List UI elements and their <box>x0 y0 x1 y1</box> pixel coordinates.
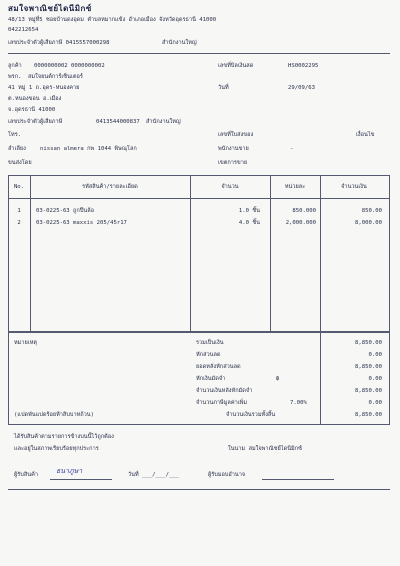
summary-value-after-discount: 8,850.00 <box>355 364 382 370</box>
row-1-amount: 850.00 <box>361 208 382 214</box>
on-behalf-of: ในนาม สมใจพาณิชย์ไดนีมิกซ์ <box>228 446 302 452</box>
customer-tax-id: 0413544000837 <box>96 119 140 125</box>
customer-code: 0000000002 0000000002 <box>34 63 105 69</box>
summary-label-discount: หักส่วนลด <box>196 352 221 358</box>
vehicle-label: ลำเลียง <box>8 146 26 152</box>
note-label: หมายเหตุ <box>14 340 38 346</box>
receive-date: ___/___/___ <box>142 472 180 478</box>
customer-branch: สำนักงานใหญ่ <box>146 119 181 125</box>
sent-no-label: เลขที่ใบส่งของ <box>218 132 254 138</box>
customer-address-1: 41 หมู่ 1 ถ.อุดร-หนองคาย <box>8 85 80 91</box>
col-no: No. <box>13 184 25 190</box>
vehicle: nissan almera กพ 1044 พิษณุโลก <box>40 146 137 152</box>
customer-tax-label: เลขประจำตัวผู้เสียภาษี <box>8 119 63 125</box>
customer-attn-label: พรก. <box>8 74 22 80</box>
doc-no: HS0002295 <box>288 63 319 69</box>
row-2-desc: 03-0225-63 maxxis 205/45r17 <box>36 220 127 226</box>
salesperson: - <box>290 146 294 152</box>
col-unit-price: หน่วยละ <box>284 184 306 190</box>
amount-in-words: (แปดพันแปดร้อยห้าสิบบาทถ้วน) <box>14 412 94 418</box>
summary-value-discount: 0.00 <box>368 352 382 358</box>
summary-label-grand-total: จำนวนเงินรวมทั้งสิ้น <box>226 412 276 418</box>
row-1-price: 850.000 <box>292 208 316 214</box>
summary-label-after-discount: ยอดหลังหักส่วนลด <box>196 364 241 370</box>
summary-value-subtotal: 8,850.00 <box>355 340 382 346</box>
row-2-qty: 4.0 ชิ้น <box>238 220 260 226</box>
summary-deposit-currency: ฿ <box>276 376 280 382</box>
company-tax-id: เลขประจำตัวผู้เสียภาษี 0415557000298 <box>8 40 110 46</box>
col-description: รหัสสินค้า/รายละเอียด <box>82 184 138 190</box>
summary-label-after-deposit: จำนวนเงินหลังหักมัดจำ <box>196 388 253 394</box>
doc-no-label: เลขที่บิลเงินสด <box>218 63 254 69</box>
receive-statement-2: และอยู่ในสภาพเรียบร้อยทุกประการ <box>14 446 99 452</box>
summary-label-subtotal: รวมเป็นเงิน <box>196 340 224 346</box>
company-branch: สำนักงานใหญ่ <box>162 40 197 46</box>
col-amount: จำนวนเงิน <box>341 184 367 190</box>
summary-value-deposit: 0.00 <box>368 376 382 382</box>
doc-date: 29/09/63 <box>288 85 315 91</box>
table-header-divider <box>8 198 389 199</box>
date-label: วันที่ <box>218 85 229 91</box>
delivery-label: ขนส่งโดย <box>8 160 32 166</box>
sales-area-label: เขตการขาย <box>218 160 248 166</box>
company-name: สมใจพาณิชย์ไดนีมิกซ์ <box>8 4 92 13</box>
customer-address-2: ต.หนองขอน อ.เมือง <box>8 96 62 102</box>
summary-vat-rate: 7.00% <box>290 400 307 406</box>
customer-name: สมใจยนต์การ์เซ็นเตอร์ <box>28 74 83 80</box>
summary-label-deposit: หักเงินมัดจำ <box>196 376 226 382</box>
header-divider <box>8 53 390 54</box>
row-2-price: 2,000.000 <box>285 220 316 226</box>
customer-address-3: จ.อุดรธานี 41000 <box>8 107 56 113</box>
receive-date-label: วันที่ <box>128 472 139 478</box>
summary-value-vat: 0.00 <box>368 400 382 406</box>
receiver-label: ผู้รับสินค้า <box>14 472 38 478</box>
customer-code-label: ลูกค้า <box>8 63 22 69</box>
condition-label: เงื่อนไข <box>356 132 375 138</box>
receive-statement-1: ได้รับสินค้าตามรายการข้างบนนี้ไว้ถูกต้อง <box>14 434 114 440</box>
row-1-desc: 03-0225-63 ถูกปืนล้อ <box>36 208 94 214</box>
salesperson-label: พนักงานขาย <box>218 146 249 152</box>
row-1-no: 1 <box>17 208 21 214</box>
company-address: 48/13 หมู่ที่5 ซอยบ้านดงอุดม ตำบลหมากแข้ง อำเภอเมือง จังหวัดอุดรธานี 41000 <box>8 17 217 23</box>
row-2-no: 2 <box>17 220 21 226</box>
row-1-qty: 1.0 ชิ้น <box>238 208 260 214</box>
row-2-amount: 8,000.00 <box>355 220 382 226</box>
company-phone: 042212654 <box>8 27 39 33</box>
summary-value-grand-total: 8,850.00 <box>355 412 382 418</box>
col-qty: จำนวน <box>221 184 239 190</box>
summary-value-after-deposit: 8,850.00 <box>355 388 382 394</box>
authorized-label: ผู้รับมอบอำนาจ <box>208 472 246 478</box>
receiver-signature: ธนาภูษา <box>56 467 83 475</box>
summary-label-vat: จำนวนภาษีมูลค่าเพิ่ม <box>196 400 248 406</box>
footer-bottom-line <box>8 489 390 490</box>
phone-label: โทร. <box>8 132 22 138</box>
